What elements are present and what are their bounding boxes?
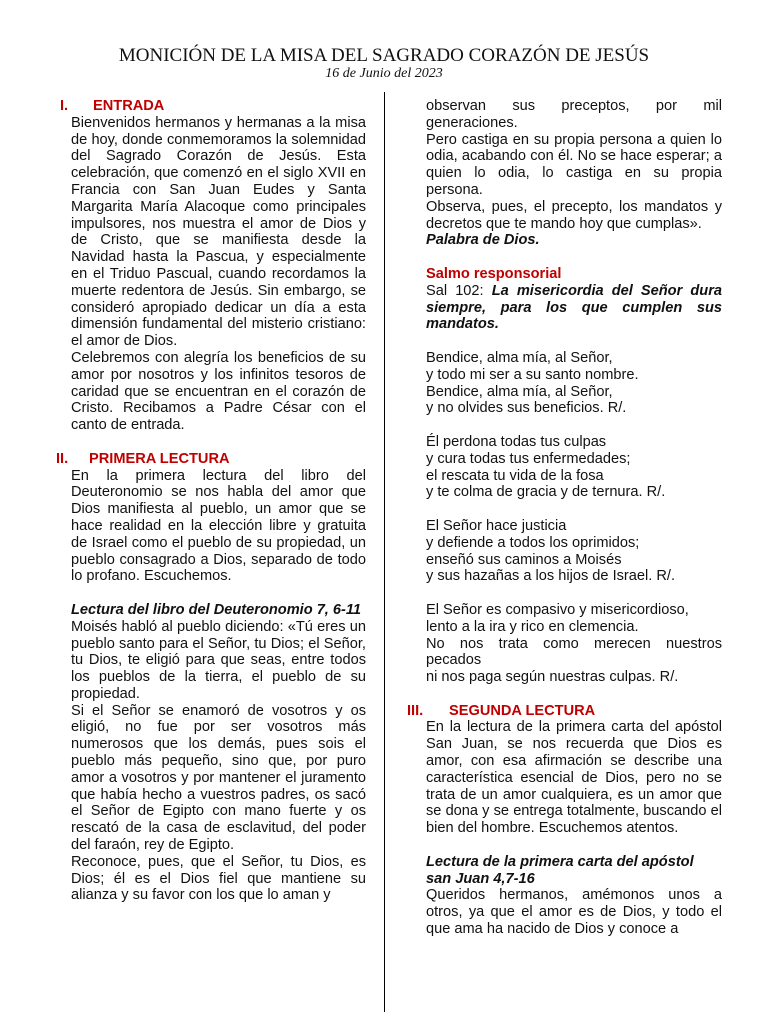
- psalm-response: [426, 283, 722, 333]
- psalm-ref: Sal 102:: [426, 282, 492, 299]
- psalm-line: y te colma de gracia y de ternura. R/.: [426, 484, 666, 501]
- paragraph: observan sus preceptos, por mil generaciones.: [426, 98, 722, 131]
- psalm-line: enseñó sus caminos a Moisés: [426, 551, 622, 568]
- column-divider: [384, 92, 385, 1012]
- page-title: MONICIÓN DE LA MISA DEL SAGRADO CORAZÓN DE JESÚS: [118, 45, 650, 66]
- paragraph: Celebremos con alegría los beneficios de su amor por nosotros y los infinitos tesoros de caridad que se encuentran en el corazón de Cristo. Recibamos a Padre César con el canto de entrada.: [71, 349, 366, 434]
- paragraph: Reconoce, pues, que el Señor, tu Dios, es Dios; él es el Dios fiel que mantiene su alianza y su favor con los que lo aman y: [71, 853, 366, 904]
- psalm-line: y no olvides sus beneficios. R/.: [426, 400, 627, 417]
- paragraph: En la primera lectura del libro del Deuteronomio se nos habla del amor que Dios manifiesta al pueblo, un amor que se hace realidad en la elección libre y gratuita de Israel como el pueblo de su propiedad, un pueblo consagrado a Dios, separado de todo lo profano. Escuchemos.: [71, 467, 366, 585]
- paragraph: Observa, pues, el precepto, los mandatos y decretos que te mando hoy que cumplas».: [426, 198, 722, 232]
- right-column: [407, 98, 722, 938]
- psalm-line: Bendice, alma mía, al Señor,: [426, 349, 613, 366]
- psalm-line: Él perdona todas tus culpas: [426, 433, 607, 450]
- section-number: III.: [407, 702, 424, 719]
- section-heading-segunda-lectura: [407, 703, 722, 720]
- paragraph: En la lectura de la primera carta del apóstol San Juan, se nos recuerda que Dios es amor, con esa afirmación se describe una característica esencial de Dios, pero no se trata de un amor cualquiera, es un amor que se dona y se entrega totalmente, buscando el bien del hombre. Escuchemos atentos.: [426, 719, 722, 837]
- section-title: PRIMERA LECTURA: [89, 450, 230, 467]
- psalm-line: y sus hazañas a los hijos de Israel. R/.: [426, 568, 676, 585]
- psalm-line: y todo mi ser a su santo nombre.: [426, 366, 639, 383]
- section-number: I.: [60, 98, 69, 114]
- section-title: SEGUNDA LECTURA: [449, 702, 596, 719]
- reading-title: Lectura del libro del Deuteronomio 7, 6-11: [71, 601, 362, 618]
- reading-title: Lectura de la primera carta del apóstol san Juan 4,7-16: [426, 853, 694, 887]
- psalm-line: El Señor hace justicia: [426, 517, 567, 534]
- psalm-line: el rescata tu vida de la fosa: [426, 467, 604, 484]
- section-number: II.: [56, 450, 69, 467]
- psalm-line: ni nos paga según nuestras culpas. R/.: [426, 669, 679, 686]
- section-title: ENTRADA: [93, 98, 165, 114]
- psalm-line: lento a la ira y rico en clemencia.: [426, 618, 639, 635]
- psalm-line: y cura todas tus enfermedades;: [426, 450, 631, 467]
- section-heading-primera-lectura: [56, 451, 366, 468]
- psalm-line: Bendice, alma mía, al Señor,: [426, 383, 613, 400]
- psalm-line: y defiende a todos los oprimidos;: [426, 534, 640, 551]
- paragraph: Si el Señor se enamoró de vosotros y os eligió, no fue por ser vosotros más numerosos que los demás, pues sois el pueblo más pequeño, sino que, por puro amor a vosotros y por mantener el juramento que había hecho a vuestros padres, os sacó el Señor de Egipto con mano fuerte y os rescató de la casa de esclavitud, del poder del faraón, rey de Egipto.: [71, 702, 366, 854]
- paragraph: Pero castiga en su propia persona a quien lo odia, acabando con él. No se hace esperar; a quien lo odia, lo castiga en su propia persona.: [426, 131, 722, 198]
- page-date: 16 de Junio del 2023: [325, 66, 443, 81]
- paragraph: Moisés habló al pueblo diciendo: «Tú eres un pueblo santo para el Señor, tu Dios; el Señor, tu Dios, te eligió para que seas, entre todos los pueblos de la tierra, el pueblo de su propiedad.: [71, 618, 366, 702]
- paragraph: Queridos hermanos, amémonos unos a otros, ya que el amor es de Dios, y todo el que ama ha nacido de Dios y conoce a: [426, 887, 722, 938]
- reading-closing: Palabra de Dios.: [426, 232, 540, 249]
- left-column: [56, 98, 366, 904]
- section-heading-entrada: [60, 98, 366, 115]
- psalm-line: El Señor es compasivo y misericordioso,: [426, 601, 689, 618]
- paragraph: Bienvenidos hermanos y hermanas a la misa de hoy, donde conmemoramos la solemnidad del Sagrado Corazón de Jesús. Esta celebración, que comenzó en el siglo XVII en Francia con San Juan Eudes y Santa Margarita María Alacoque como principales impulsores, nos muestra el amor de Dios y de Cristo, que se manifiesta desde la Navidad hasta la Pascua, y especialmente en el Triduo Pascual, cuando recordamos la muerte redentora de Jesús. Sin embargo, se consideró apropiado dedicar un día a esta dimensión fundamental del misterio cristiano: el amor de Dios.: [71, 114, 366, 350]
- psalm-heading: Salmo responsorial: [426, 265, 562, 282]
- psalm-response-text: La misericordia del Señor dura siempre, para los que cumplen sus mandatos.: [426, 282, 722, 333]
- psalm-line: No nos trata como merecen nuestros pecados: [426, 635, 722, 669]
